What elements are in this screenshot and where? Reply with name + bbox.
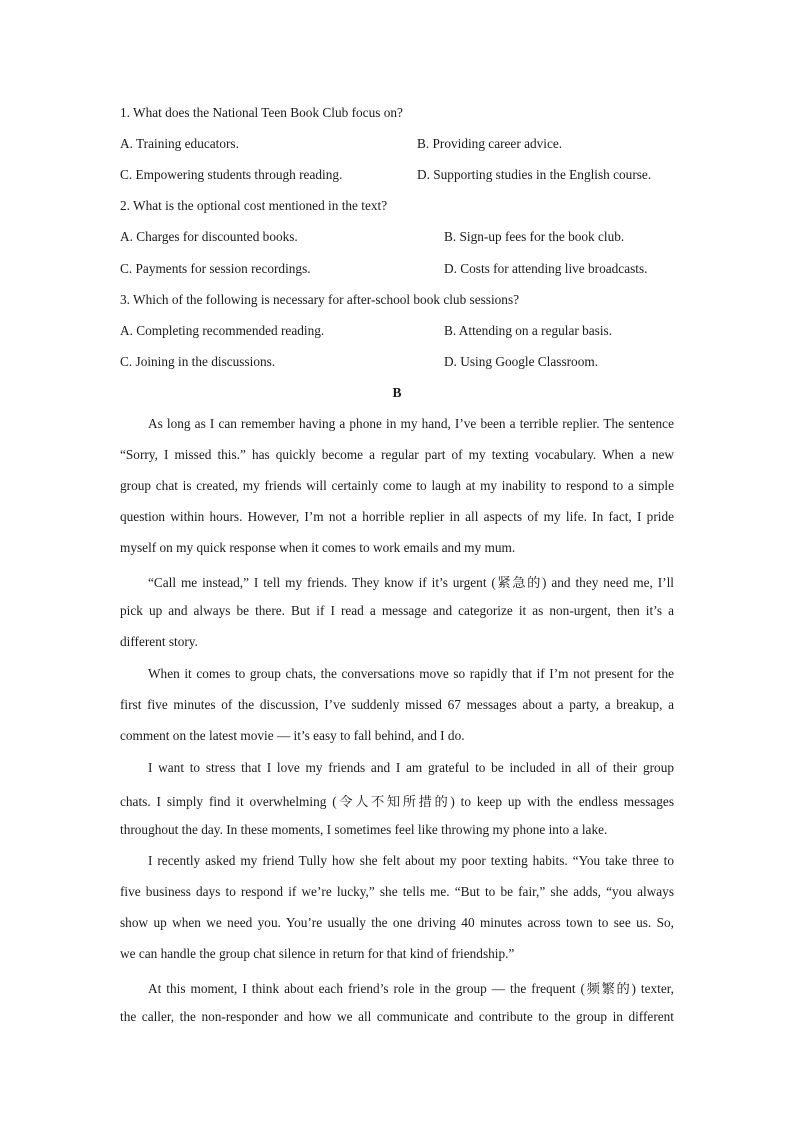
question-2-option-c: C. Payments for session recordings. <box>120 261 311 276</box>
paragraph-line: I want to stress that I love my friends and I am grateful to be included in all of their group <box>148 760 674 775</box>
question-2-option-b: B. Sign-up fees for the book club. <box>444 229 625 244</box>
paragraph-line: the caller, the non-responder and how we all communicate and contribute to the group in different <box>120 1009 674 1024</box>
paragraph-line: first five minutes of the discussion, I’ve suddenly missed 67 messages about a party, a breakup, a <box>120 697 674 712</box>
question-1-option-b: B. Providing career advice. <box>417 136 563 151</box>
paragraph-line: comment on the latest movie — it’s easy to fall behind, and I do. <box>120 728 465 743</box>
paragraph-line: I recently asked my friend Tully how she felt about my poor texting habits. “You take three to <box>148 853 674 868</box>
paragraph-line: show up when we need you. You’re usually the one driving 40 minutes across town to see us. So, <box>120 915 674 930</box>
paragraph-line: throughout the day. In these moments, I sometimes feel like throwing my phone into a lake. <box>120 822 608 837</box>
paragraph-line: five business days to respond if we’re lucky,” she tells me. “But to be fair,” she adds, “you always <box>120 884 674 899</box>
question-1-stem: 1. What does the National Teen Book Club focus on? <box>120 105 403 120</box>
question-3-option-d: D. Using Google Classroom. <box>444 354 599 369</box>
paragraph-line: pick up and always be there. But if I read a message and categorize it as non-urgent, then it’s a <box>120 603 674 618</box>
question-2-stem: 2. What is the optional cost mentioned in the text? <box>120 198 388 213</box>
question-1-option-a: A. Training educators. <box>120 136 239 151</box>
paragraph-line: myself on my quick response when it comes to work emails and my mum. <box>120 540 516 555</box>
paragraph-line: different story. <box>120 634 198 649</box>
section-heading: B <box>392 385 402 400</box>
question-2-option-a: A. Charges for discounted books. <box>120 229 298 244</box>
question-3-option-c: C. Joining in the discussions. <box>120 354 276 369</box>
paragraph-line: we can handle the group chat silence in return for that kind of friendship.” <box>120 946 515 961</box>
question-1-option-c: C. Empowering students through reading. <box>120 167 343 182</box>
question-1-option-d: D. Supporting studies in the English course. <box>417 167 652 182</box>
paragraph-line: chats. I simply find it overwhelming (令人不知所措的) to keep up with the endless messages <box>120 794 674 809</box>
paragraph-line: At this moment, I think about each friend’s role in the group — the frequent (频繁的) texter, <box>148 981 674 996</box>
paragraph-line: As long as I can remember having a phone in my hand, I’ve been a terrible replier. The sentence <box>148 416 674 431</box>
paragraph-line: “Sorry, I missed this.” has quickly become a regular part of my texting vocabulary. When a new <box>120 447 674 462</box>
paragraph-line: question within hours. However, I’m not a horrible replier in all aspects of my life. In fact, I pride <box>120 509 674 524</box>
question-3-stem: 3. Which of the following is necessary for after-school book club sessions? <box>120 292 520 307</box>
question-2-option-d: D. Costs for attending live broadcasts. <box>444 261 648 276</box>
paragraph-line: “Call me instead,” I tell my friends. They know if it’s urgent (紧急的) and they need me, I’ll <box>148 575 674 590</box>
question-3-option-a: A. Completing recommended reading. <box>120 323 325 338</box>
question-3-option-b: B. Attending on a regular basis. <box>444 323 613 338</box>
paragraph-line: group chat is created, my friends will certainly come to laugh at my inability to respond to a simple <box>120 478 674 493</box>
paragraph-line: When it comes to group chats, the conversations move so rapidly that if I’m not present for the <box>148 666 674 681</box>
